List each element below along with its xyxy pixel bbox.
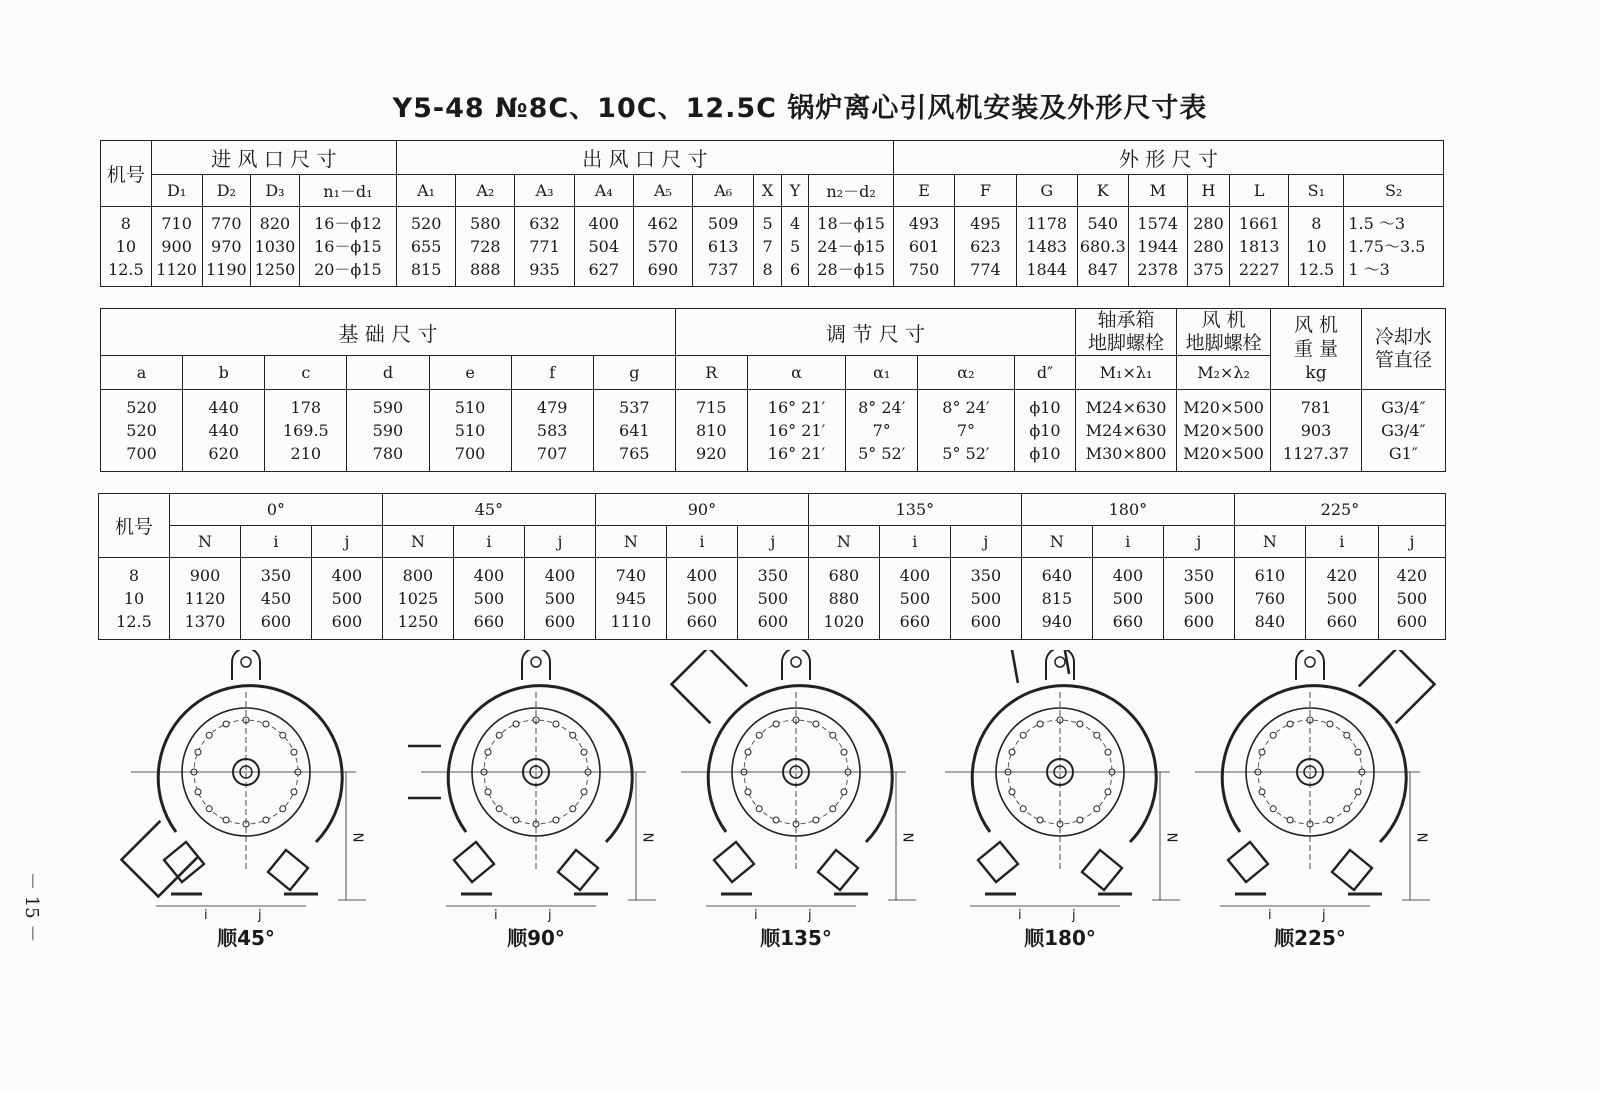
- column-header: G: [1016, 175, 1077, 207]
- angle-header: 0°: [169, 494, 382, 526]
- angle-header: 135°: [808, 494, 1021, 526]
- dimension-i-label: i: [1018, 908, 1022, 923]
- machine-no-header: 机号: [101, 141, 152, 207]
- dimension-i-label: i: [1268, 908, 1272, 923]
- data-cell: 420 500 600: [1378, 558, 1445, 640]
- sub-header: i: [240, 526, 311, 558]
- cooling-pipe-header: 冷却水 管直径: [1361, 309, 1445, 390]
- dimension-i-label: i: [754, 908, 758, 923]
- page-number: － 15 －: [21, 872, 42, 943]
- foundation-adjust-table: [100, 308, 1446, 472]
- fan-housing-diagram: [668, 650, 938, 910]
- dimension-j-label: j: [808, 908, 812, 923]
- column-header: S₂: [1344, 175, 1444, 207]
- fan-housing-diagram: [118, 650, 388, 910]
- column-header: d″: [1014, 356, 1076, 390]
- outlet-group-header: 出 风 口 尺 寸: [397, 141, 894, 175]
- data-cell: 400 500 600: [311, 558, 382, 640]
- data-cell: 400 500 660: [1092, 558, 1163, 640]
- drawing-caption: 顺225°: [1274, 926, 1346, 950]
- dimension-j-label: j: [548, 908, 552, 923]
- data-cell: 1.5 ～3 1.75～3.5 1 ～3: [1344, 207, 1444, 287]
- column-header: L: [1230, 175, 1289, 207]
- data-cell: 509 613 737: [693, 207, 754, 287]
- orientation-table: [98, 493, 1446, 640]
- data-cell: 350 500 600: [737, 558, 808, 640]
- adjust-group-header: 调 节 尺 寸: [675, 309, 1075, 356]
- column-header: n₁－d₁: [299, 175, 396, 207]
- sub-header: j: [737, 526, 808, 558]
- column-header: Y: [781, 175, 808, 207]
- sub-header: N: [595, 526, 666, 558]
- dimension-n-label: N: [899, 832, 915, 843]
- data-cell: 715 810 920: [675, 390, 747, 472]
- data-cell: 350 500 600: [950, 558, 1021, 640]
- column-header: c: [265, 356, 347, 390]
- sub-header: i: [1305, 526, 1378, 558]
- fan-housing-diagram: [408, 650, 678, 910]
- column-header: H: [1187, 175, 1229, 207]
- angle-header: 180°: [1021, 494, 1234, 526]
- data-cell: 400 504 627: [574, 207, 633, 287]
- data-cell: 680 880 1020: [808, 558, 879, 640]
- fan-orientation-drawings: [0, 650, 1600, 970]
- data-cell: 420 500 660: [1305, 558, 1378, 640]
- data-cell: 350 450 600: [240, 558, 311, 640]
- angle-header: 90°: [595, 494, 808, 526]
- column-header: A₃: [515, 175, 574, 207]
- fan-housing-diagram: [1182, 650, 1452, 910]
- sub-header: N: [808, 526, 879, 558]
- column-header: b: [183, 356, 265, 390]
- column-header: D₃: [251, 175, 300, 207]
- fan-drawing: [668, 650, 938, 950]
- column-header: α₂: [918, 356, 1015, 390]
- sub-header: N: [382, 526, 453, 558]
- fan-drawing: [408, 650, 678, 950]
- machine-no-cell: 8 10 12.5: [101, 207, 152, 287]
- data-cell: 520 520 700: [101, 390, 183, 472]
- dimension-n-label: N: [349, 832, 365, 843]
- column-header: n₂－d₂: [809, 175, 894, 207]
- bearing-bolt-header: 轴承箱 地脚螺栓: [1076, 309, 1177, 356]
- column-header: X: [754, 175, 781, 207]
- dimension-n-label: N: [639, 832, 655, 843]
- data-cell: 510 510 700: [429, 390, 511, 472]
- foundation-group-header: 基 础 尺 寸: [101, 309, 676, 356]
- column-header: M₁×λ₁: [1076, 356, 1177, 390]
- inlet-outlet-shape-table: [100, 140, 1444, 287]
- data-cell: 710 900 1120: [151, 207, 202, 287]
- column-header: f: [511, 356, 593, 390]
- column-header: g: [593, 356, 675, 390]
- data-cell: 640 815 940: [1021, 558, 1092, 640]
- column-header: α₁: [846, 356, 918, 390]
- column-header: A₂: [456, 175, 515, 207]
- machine-no-cell: 8 10 12.5: [99, 558, 170, 640]
- fan-drawing: [1182, 650, 1452, 950]
- data-cell: 16° 21′ 16° 21′ 16° 21′: [747, 390, 846, 472]
- sub-header: j: [311, 526, 382, 558]
- column-header: M₂×λ₂: [1176, 356, 1270, 390]
- data-cell: 8° 24′ 7° 5° 52′: [918, 390, 1015, 472]
- data-cell: 280 280 375: [1187, 207, 1229, 287]
- data-cell: 900 1120 1370: [169, 558, 240, 640]
- weight-header: [1271, 309, 1361, 390]
- dimension-n-label: N: [1413, 832, 1429, 843]
- data-cell: 178 169.5 210: [265, 390, 347, 472]
- data-cell: 770 970 1190: [202, 207, 251, 287]
- data-cell: 440 440 620: [183, 390, 265, 472]
- sub-header: i: [666, 526, 737, 558]
- data-cell: 400 500 660: [666, 558, 737, 640]
- dimension-i-label: i: [204, 908, 208, 923]
- data-cell: 4 5 6: [781, 207, 808, 287]
- data-cell: G3/4″ G3/4″ G1″: [1361, 390, 1445, 472]
- sub-header: j: [950, 526, 1021, 558]
- column-header: A₁: [397, 175, 456, 207]
- data-cell: 5 7 8: [754, 207, 781, 287]
- fan-bolt-header: 风 机 地脚螺栓: [1176, 309, 1270, 356]
- drawing-caption: 顺45°: [217, 926, 275, 950]
- machine-no-header: 机号: [99, 494, 170, 558]
- data-cell: 781 903 1127.37: [1271, 390, 1361, 472]
- data-cell: 400 500 660: [453, 558, 524, 640]
- sub-header: N: [169, 526, 240, 558]
- column-header: K: [1077, 175, 1128, 207]
- data-cell: 610 760 840: [1234, 558, 1305, 640]
- dimension-i-label: i: [494, 908, 498, 923]
- column-header: R: [675, 356, 747, 390]
- data-cell: 18－ϕ15 24－ϕ15 28－ϕ15: [809, 207, 894, 287]
- column-header: A₄: [574, 175, 633, 207]
- column-header: d: [347, 356, 429, 390]
- data-cell: 800 1025 1250: [382, 558, 453, 640]
- data-cell: M20×500 M20×500 M20×500: [1176, 390, 1270, 472]
- drawing-caption: 顺180°: [1024, 926, 1096, 950]
- drawing-caption: 顺90°: [507, 926, 565, 950]
- data-cell: 493 601 750: [893, 207, 954, 287]
- data-cell: 479 583 707: [511, 390, 593, 472]
- column-header: F: [955, 175, 1016, 207]
- data-cell: 580 728 888: [456, 207, 515, 287]
- sub-header: j: [524, 526, 595, 558]
- data-cell: 8 10 12.5: [1289, 207, 1344, 287]
- sub-header: j: [1163, 526, 1234, 558]
- sub-header: i: [1092, 526, 1163, 558]
- column-header: A₅: [633, 175, 692, 207]
- column-header: S₁: [1289, 175, 1344, 207]
- weight-label: 风 机 重 量: [1293, 314, 1338, 360]
- column-header: e: [429, 356, 511, 390]
- column-header: D₁: [151, 175, 202, 207]
- data-cell: 350 500 600: [1163, 558, 1234, 640]
- column-header: E: [893, 175, 954, 207]
- data-cell: ϕ10 ϕ10 ϕ10: [1014, 390, 1076, 472]
- data-cell: 820 1030 1250: [251, 207, 300, 287]
- dimension-j-label: j: [1072, 908, 1076, 923]
- sub-header: N: [1021, 526, 1092, 558]
- fan-drawing: [118, 650, 388, 950]
- column-header: α: [747, 356, 846, 390]
- data-cell: 1661 1813 2227: [1230, 207, 1289, 287]
- data-cell: 740 945 1110: [595, 558, 666, 640]
- column-header: A₆: [693, 175, 754, 207]
- dimension-n-label: N: [1163, 832, 1179, 843]
- data-cell: 462 570 690: [633, 207, 692, 287]
- angle-header: 45°: [382, 494, 595, 526]
- data-cell: 495 623 774: [955, 207, 1016, 287]
- data-cell: 590 590 780: [347, 390, 429, 472]
- data-cell: 16－ϕ12 16－ϕ15 20－ϕ15: [299, 207, 396, 287]
- data-cell: 537 641 765: [593, 390, 675, 472]
- data-cell: 400 500 600: [524, 558, 595, 640]
- sub-header: i: [453, 526, 524, 558]
- data-cell: 1574 1944 2378: [1128, 207, 1187, 287]
- column-header: M: [1128, 175, 1187, 207]
- weight-unit: kg: [1305, 363, 1327, 383]
- drawing-caption: 顺135°: [760, 926, 832, 950]
- angle-header: 225°: [1234, 494, 1445, 526]
- fan-housing-diagram: [932, 650, 1202, 910]
- sub-header: N: [1234, 526, 1305, 558]
- page-title: Y5-48 №8C、10C、12.5C 锅炉离心引风机安装及外形尺寸表: [392, 93, 1208, 124]
- sub-header: i: [879, 526, 950, 558]
- data-cell: M24×630 M24×630 M30×800: [1076, 390, 1177, 472]
- shape-group-header: 外 形 尺 寸: [893, 141, 1443, 175]
- column-header: D₂: [202, 175, 251, 207]
- data-cell: 520 655 815: [397, 207, 456, 287]
- data-cell: 400 500 660: [879, 558, 950, 640]
- dimension-j-label: j: [258, 908, 262, 923]
- data-cell: 540 680.3 847: [1077, 207, 1128, 287]
- data-cell: 632 771 935: [515, 207, 574, 287]
- dimension-j-label: j: [1322, 908, 1326, 923]
- fan-drawing: [932, 650, 1202, 950]
- data-cell: 1178 1483 1844: [1016, 207, 1077, 287]
- column-header: a: [101, 356, 183, 390]
- sub-header: j: [1378, 526, 1445, 558]
- data-cell: 8° 24′ 7° 5° 52′: [846, 390, 918, 472]
- inlet-group-header: 进 风 口 尺 寸: [151, 141, 396, 175]
